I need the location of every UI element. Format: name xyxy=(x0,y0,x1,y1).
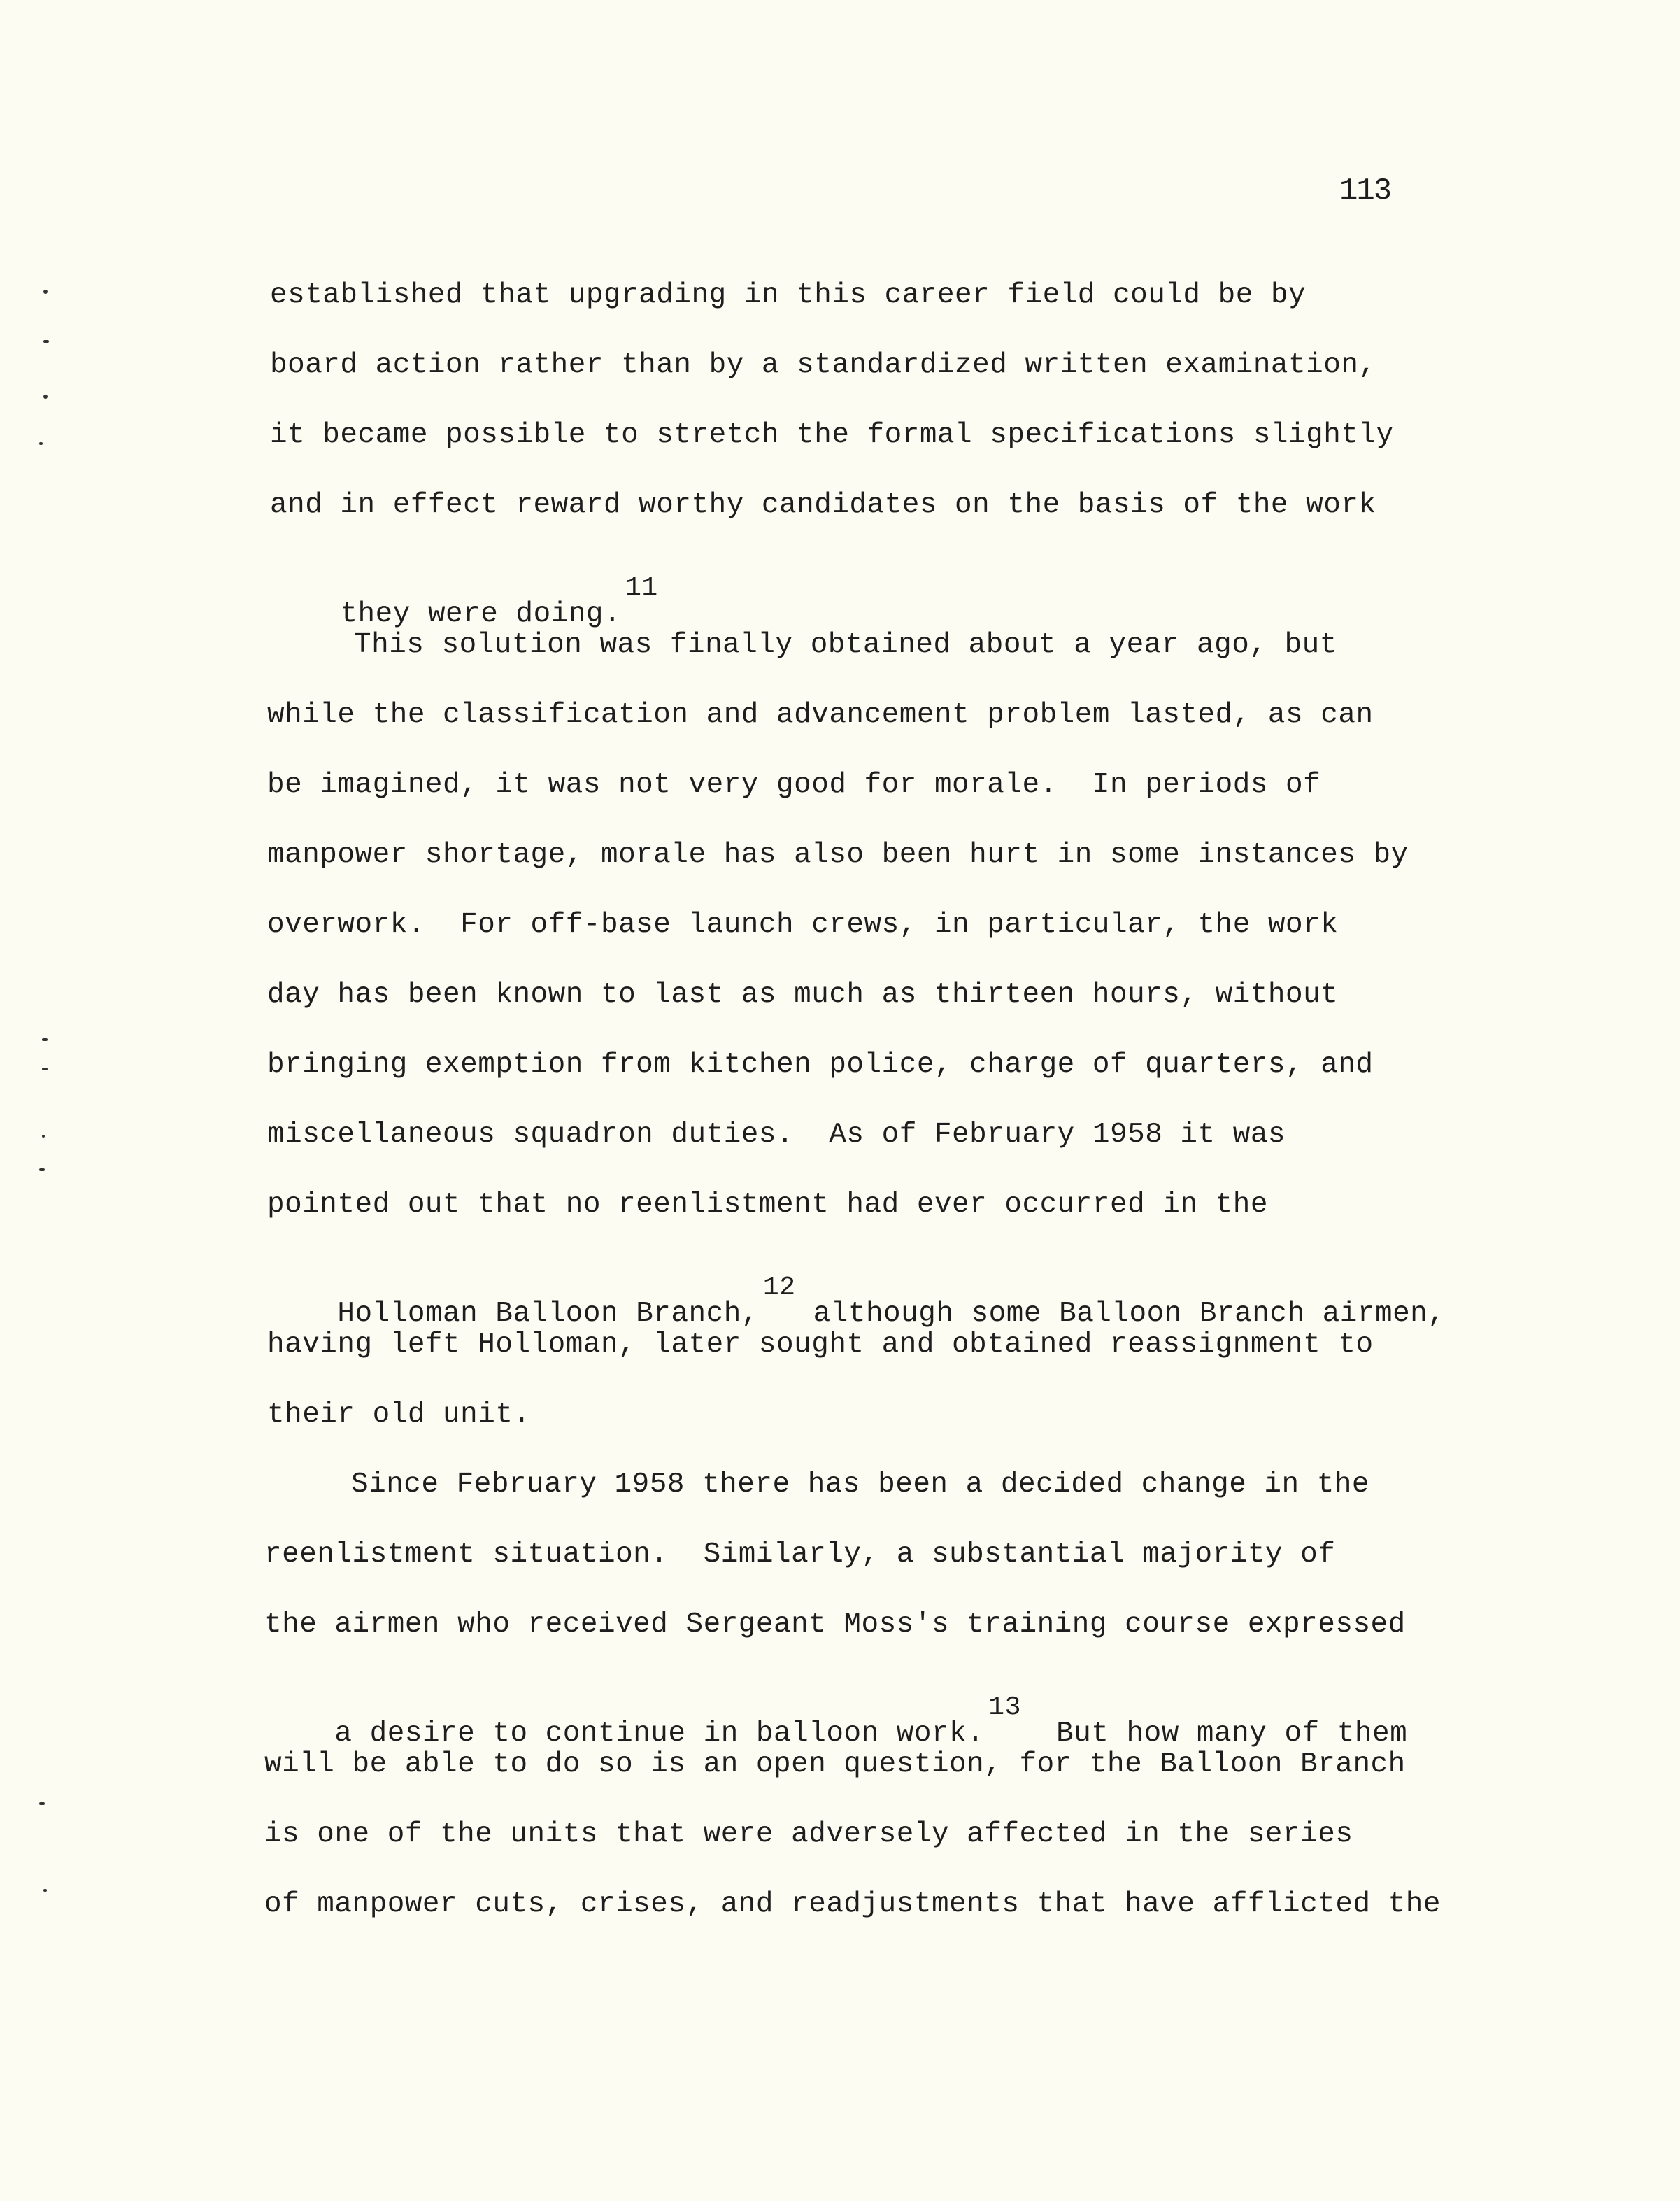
margin-mark xyxy=(39,1802,45,1805)
margin-mark xyxy=(43,1889,47,1892)
page-number: 113 xyxy=(1339,174,1391,208)
text-line: day has been known to last as much as thirteen hours, without xyxy=(267,979,1339,1011)
text-line: reenlistment situation. Similarly, a substantial majority of xyxy=(264,1538,1336,1571)
margin-mark xyxy=(42,1135,45,1138)
margin-mark xyxy=(43,395,48,399)
text-line: This solution was finally obtained about a year ago, but xyxy=(354,629,1337,661)
text-line: it became possible to stretch the formal specifications slightly xyxy=(270,419,1394,451)
footnote-marker: 11 xyxy=(625,573,658,603)
margin-mark xyxy=(42,1038,48,1041)
text-line: of manpower cuts, crises, and readjustments that have afflicted the xyxy=(264,1888,1441,1920)
text-line: pointed out that no reenlistment had ever occurred in the xyxy=(267,1189,1268,1221)
text-line: miscellaneous squadron duties. As of February 1958 it was xyxy=(267,1119,1286,1151)
text-line: the airmen who received Sergeant Moss's training course expressed xyxy=(264,1608,1406,1641)
margin-mark xyxy=(43,340,49,343)
margin-mark xyxy=(42,1068,48,1070)
text-line: Since February 1958 there has been a decided change in the xyxy=(351,1468,1370,1501)
text-line: be imagined, it was not very good for morale. In periods of xyxy=(267,769,1321,801)
text-segment: But how many of them xyxy=(1020,1718,1408,1750)
footnote-marker: 12 xyxy=(762,1273,796,1303)
text-segment: they were doing. xyxy=(340,598,622,630)
text-line: their old unit. xyxy=(267,1399,531,1431)
text-segment: although some Balloon Branch airmen, xyxy=(795,1298,1446,1330)
text-segment: a desire to continue in balloon work. xyxy=(334,1718,985,1750)
text-line: having left Holloman, later sought and obtained reassignment to xyxy=(267,1329,1374,1361)
margin-mark xyxy=(39,1168,45,1171)
text-line: is one of the units that were adversely affected in the series xyxy=(264,1818,1353,1850)
margin-mark xyxy=(43,290,48,294)
text-line: will be able to do so is an open question, for the Balloon Branch xyxy=(264,1748,1406,1781)
text-line: while the classification and advancement problem lasted, as can xyxy=(267,699,1374,731)
text-line: bringing exemption from kitchen police, charge of quarters, and xyxy=(267,1049,1374,1081)
text-line: established that upgrading in this career field could be by xyxy=(270,279,1307,311)
text-line: board action rather than by a standardized written examination, xyxy=(270,349,1376,381)
text-line: manpower shortage, morale has also been hurt in some instances by xyxy=(267,839,1409,871)
margin-mark xyxy=(39,442,43,445)
text-line: overwork. For off-base launch crews, in particular, the work xyxy=(267,909,1339,941)
text-segment: Holloman Balloon Branch, xyxy=(337,1298,759,1330)
text-line: and in effect reward worthy candidates on the basis of the work xyxy=(270,489,1376,521)
footnote-marker: 13 xyxy=(988,1692,1021,1722)
